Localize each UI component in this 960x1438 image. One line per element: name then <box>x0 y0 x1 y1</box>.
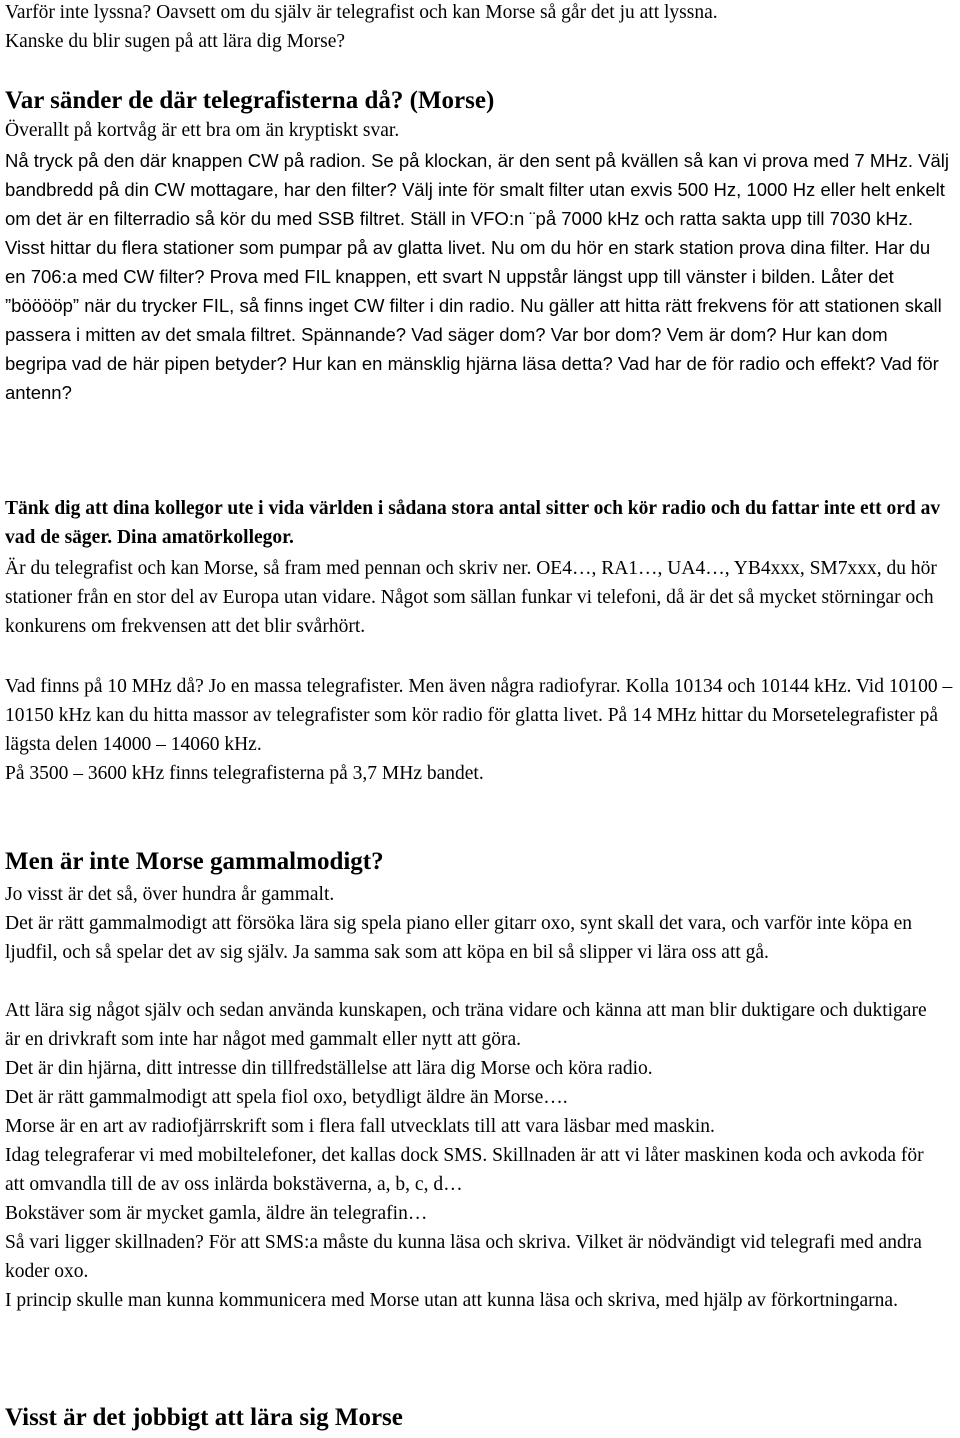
section-heading-hard: Visst är det jobbigt att lära sig Morse <box>5 1404 403 1431</box>
intro-line-2: Kanske du blir sugen på att lära dig Morse? <box>5 31 346 52</box>
paragraph-violin: Det är rätt gammalmodigt att spela fiol oxo, betydligt äldre än Morse…. <box>5 1087 568 1108</box>
paragraph-everywhere: Överallt på kortvåg är ett bra om än kryptiskt svar. <box>5 120 400 141</box>
paragraph-over-hundred: Jo visst är det så, över hundra år gammalt. <box>5 884 335 905</box>
paragraph-telegraphist: Är du telegrafist och kan Morse, så fram med pennan och skriv ner. OE4…, RA1…, UA4…, YB4xxx, SM7xxx, du hör stationer från en stor del av Europa utan vidare. Något som sällan funkar vi telefoni, då är det så mycket störningar och konkurens om frekvensen att det blir svårhört. <box>5 558 937 637</box>
paragraph-learning: Att lära sig något själv och sedan använda kunskapen, och träna vidare och känna att man blir duktigare och duktigare är en drivkraft som inte har något med gammalt eller nytt att göra. <box>5 1000 927 1050</box>
paragraph-difference: Så vari ligger skillnaden? För att SMS:a måste du kunna läsa och skriva. Vilket är nödvändigt vid telegrafi med andra koder oxo. <box>5 1232 922 1282</box>
paragraph-colleagues-bold: Tänk dig att dina kollegor ute i vida världen i sådana stora antal sitter och kör radio och du fattar inte ett ord av vad de säger. Dina amatörkollegor. <box>5 498 941 548</box>
paragraph-3500khz: På 3500 – 3600 kHz finns telegrafisterna på 3,7 MHz bandet. <box>5 763 484 784</box>
paragraph-10mhz: Vad finns på 10 MHz då? Jo en massa telegrafister. Men även några radiofyrar. Kolla 10134 och 10144 kHz. Vid 10100 – 10150 kHz kan du hitta massor av telegrafister som kör radio för glatta livet. På 14 MHz hittar du Morsetelegrafister på lägsta delen 14000 – 14060 kHz. <box>5 676 953 755</box>
paragraph-radio-telex: Morse är en art av radiofjärrskrift som i flera fall utvecklats till att vara läsbar med maskin. <box>5 1116 715 1137</box>
intro-line-1: Varför inte lyssna? Oavsett om du själv är telegrafist och kan Morse så går det ju att lyssna. <box>5 2 718 23</box>
paragraph-piano: Det är rätt gammalmodigt att försöka lära sig spela piano eller gitarr oxo, synt skall det vara, och varför inte köpa en ljudfil, och så spelar det av sig själv. Ja samma sak som att köpa en bil så slipper vi lära oss att gå. <box>5 913 912 963</box>
paragraph-in-principle: I princip skulle man kunna kommunicera med Morse utan att kunna läsa och skriva, med hjälp av förkortningarna. <box>5 1290 898 1311</box>
paragraph-letters: Bokstäver som är mycket gamla, äldre än telegrafin… <box>5 1203 428 1224</box>
paragraph-cw-instructions: Nå tryck på den där knappen CW på radion. Se på klockan, är den sent på kvällen så kan vi prova med 7 MHz. Välj bandbredd på din CW mottagare, har den filter? Välj inte för smalt filter utan exvis 500 Hz, 1000 Hz eller helt enkelt om det är en filterradio så kör du med SSB filtret. Ställ in VFO:n ¨på 7000 kHz och ratta sakta upp till 7030 kHz. Visst hittar du flera stationer som pumpar på av glatta livet. Nu om du hör en stark station prova dina filter. Har du en 706:a med CW filter? Prova med FIL knappen, ett svart N uppstår längst upp till vänster i bilden. Låter det ”bööööp” när du trycker FIL, så finns inget CW filter i din radio. Nu gäller att hitta rätt frekvens för att stationen skall passera i mitten av det smala filtret. Spännande? Vad säger dom? Var bor dom? Vem är dom? Hur kan dom begripa vad de här pipen betyder? Hur kan en mänsklig hjärna läsa detta? Vad har de för radio och effekt? Vad för antenn? <box>5 150 949 403</box>
section-heading-old-fashioned: Men är inte Morse gammalmodigt? <box>5 848 384 875</box>
paragraph-sms: Idag telegraferar vi med mobiltelefoner, det kallas dock SMS. Skillnaden är att vi låter maskinen koda och avkoda för att omvandla till de av oss inlärda bokstäverna, a, b, c, d… <box>5 1145 924 1195</box>
paragraph-brain: Det är din hjärna, ditt intresse din tillfredställelse att lära dig Morse och köra radio. <box>5 1058 653 1079</box>
section-heading-where: Var sänder de där telegrafisterna då? (Morse) <box>5 87 495 114</box>
